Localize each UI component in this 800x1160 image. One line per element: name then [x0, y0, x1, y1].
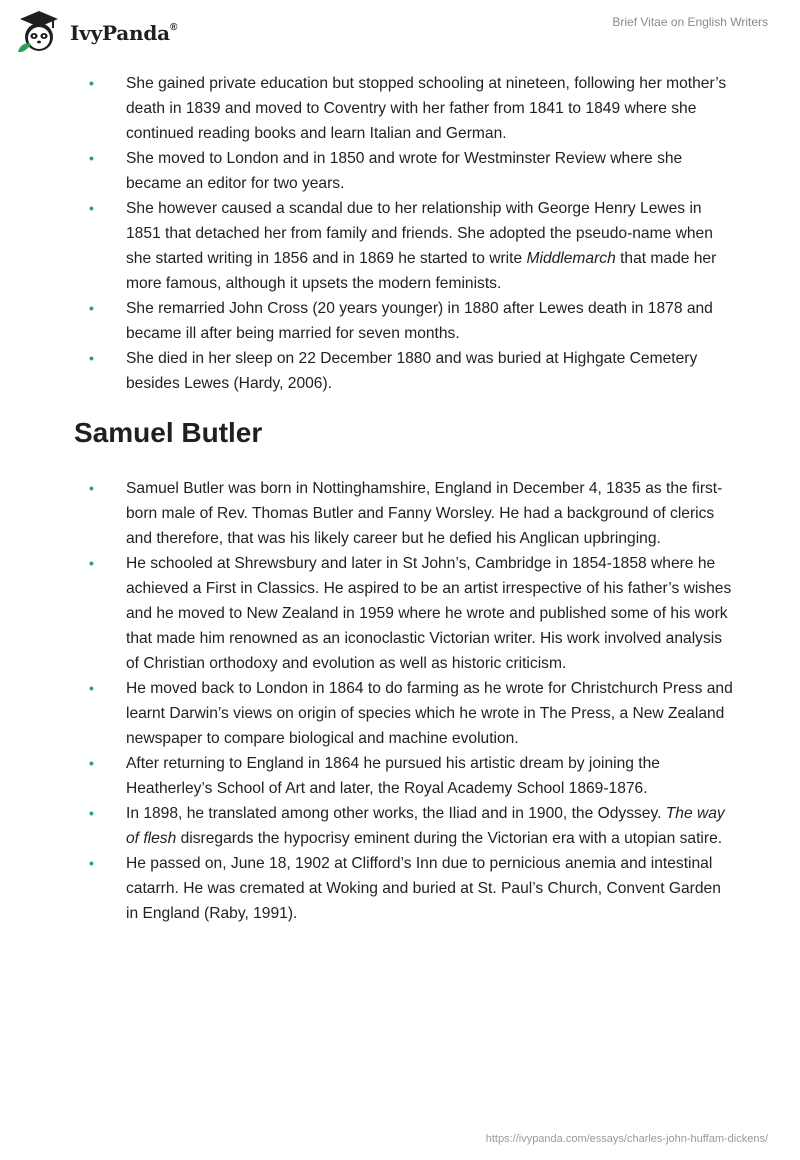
- item-text: She gained private education but stopped schooling at nineteen, following her mother’s death in 1839 and moved to Coventry with her father from 1841 to 1849 where she continued reading books and learn Italian and German.: [126, 75, 727, 142]
- brand-name: [70, 21, 177, 45]
- bullet-dot-icon: •: [89, 300, 94, 316]
- list-item: [74, 346, 734, 396]
- bullet-dot-icon: •: [89, 805, 94, 821]
- list-item: [74, 676, 734, 751]
- item-text: Samuel Butler was born in Nottinghamshire, England in December 4, 1835 as the first-born male of Rev. Thomas Butler and Fanny Worsley. He had a background of clerics and therefore, that was his likely career but he defied his Anglican upbringing.: [126, 480, 723, 547]
- bullet-dot-icon: •: [89, 150, 94, 166]
- item-text: disregards the hypocrisy eminent during the Victorian era with a utopian satire.: [176, 830, 723, 847]
- list-item: [74, 196, 734, 296]
- list-item: [74, 751, 734, 801]
- article-body: [74, 71, 734, 926]
- italic-title: Middlemarch: [526, 250, 616, 267]
- item-text: She moved to London and in 1850 and wrote for Westminster Review where she became an editor for two years.: [126, 150, 683, 192]
- list-item: [74, 296, 734, 346]
- document-title: Brief Vitae on English Writers: [612, 15, 768, 29]
- bullet-dot-icon: •: [89, 200, 94, 216]
- item-text: She however caused a scandal due to her relationship with George Henry Lewes in 1851 that detached her from family and friends. She adopted the pseudo-name when she started writing in 1856 and in 1869 he started to write: [126, 200, 713, 267]
- italic-title: The way of flesh: [126, 805, 725, 847]
- item-text: After returning to England in 1864 he pursued his artistic dream by joining the Heatherley’s School of Art and later, the Royal Academy School 1869-1876.: [126, 755, 660, 797]
- list-item: [74, 476, 734, 551]
- trademark-symbol: ®: [169, 22, 178, 33]
- section-heading: Samuel Butler: [74, 417, 263, 448]
- item-text: He schooled at Shrewsbury and later in St John’s, Cambridge in 1854-1858 where he achieved a First in Classics. He aspired to be an artist irrespective of his father’s wishes and he moved to New Zealand in 1959 where he wrote and published some of his work that made him renowned as an iconoclastic Victorian writer. His work involved analysis of Christian orthodoxy and evolution as well as historic criticism.: [126, 555, 732, 672]
- brand-text: IvyPanda: [70, 21, 170, 45]
- list-item: [74, 146, 734, 196]
- list-item: [74, 551, 734, 676]
- bullet-dot-icon: •: [89, 680, 94, 696]
- page-header: [0, 0, 800, 60]
- item-text: that made her more famous, although it upsets the modern feminists.: [126, 250, 717, 292]
- bullet-dot-icon: •: [89, 75, 94, 91]
- item-text: He moved back to London in 1864 to do farming as he wrote for Christchurch Press and learnt Darwin’s views on origin of species which he wrote in The Press, a New Zealand newspaper to compare biological and machine evolution.: [126, 680, 733, 747]
- bullet-dot-icon: •: [89, 480, 94, 496]
- samuel-butler-list: [74, 476, 734, 926]
- bullet-dot-icon: •: [89, 555, 94, 571]
- item-text: In 1898, he translated among other works, the Iliad and in 1900, the Odyssey.: [126, 805, 666, 822]
- george-eliot-list: [74, 71, 734, 396]
- source-url[interactable]: https://ivypanda.com/essays/charles-john-huffam-dickens/: [485, 1133, 768, 1145]
- item-text: She died in her sleep on 22 December 1880 and was buried at Highgate Cemetery besides Lewes (Hardy, 2006).: [126, 350, 698, 392]
- panda-graduate-icon: [14, 8, 64, 58]
- bullet-dot-icon: •: [89, 855, 94, 871]
- list-item: [74, 851, 734, 926]
- ivypanda-logo[interactable]: [14, 8, 177, 58]
- bullet-dot-icon: •: [89, 350, 94, 366]
- list-item: [74, 801, 734, 851]
- list-item: [74, 71, 734, 146]
- item-text: She remarried John Cross (20 years younger) in 1880 after Lewes death in 1878 and became ill after being married for seven months.: [126, 300, 713, 342]
- bullet-dot-icon: •: [89, 755, 94, 771]
- item-text: He passed on, June 18, 1902 at Clifford’s Inn due to pernicious anemia and intestinal catarrh. He was cremated at Woking and buried at St. Paul’s Church, Convent Garden in England (Raby, 1991).: [126, 855, 721, 922]
